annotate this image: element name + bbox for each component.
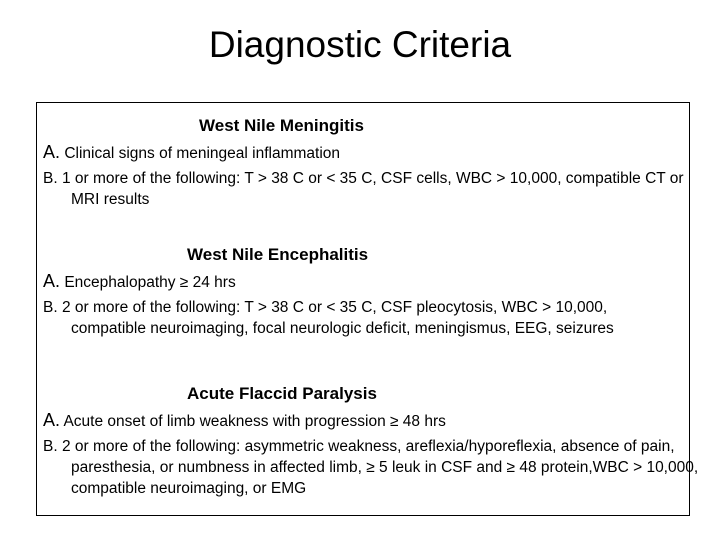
criterion-text: 2 or more of the following: asymmetric weakness, areflexia/hyporeflexia, absence of pain, paresthesia, or numbness in affected limb, ≥ 5 leuk in CSF and ≥ 48 protein,WBC > 10,000, compatible neuroimaging, or EMG (61, 438, 699, 497)
slide-title: Diagnostic Criteria (208, 24, 512, 65)
section-west-nile-meningitis (43, 115, 683, 210)
criterion-text: 2 or more of the following: T > 38 C or < 35 C, CSF pleocytosis, WBC > 10,000, compatible neuroimaging, focal neurologic deficit, meningismus, EEG, seizures (61, 299, 614, 337)
criterion-text: Acute onset of limb weakness with progression ≥ 48 hrs (63, 413, 446, 430)
section-west-nile-encephalitis (43, 244, 683, 339)
criterion-a (43, 271, 683, 293)
criterion-marker: A. (43, 271, 61, 291)
criterion-marker: B. (43, 438, 58, 455)
criterion-b (43, 168, 691, 210)
section-heading: West Nile Encephalitis (187, 245, 369, 264)
criterion-text: Encephalopathy ≥ 24 hrs (64, 274, 236, 291)
criterion-marker: A. (43, 142, 61, 162)
criterion-marker: B. (43, 170, 58, 187)
criteria-box (36, 102, 699, 516)
criterion-b (43, 297, 671, 339)
section-heading: West Nile Meningitis (199, 116, 364, 135)
criterion-a (43, 410, 683, 432)
criterion-marker: A. (43, 410, 61, 430)
criterion-text: Clinical signs of meningeal inflammation (64, 145, 341, 162)
criterion-b (43, 436, 703, 499)
criterion-text: 1 or more of the following: T > 38 C or < 35 C, CSF cells, WBC > 10,000, compatible CT or MRI results (61, 170, 684, 208)
criterion-a (43, 142, 683, 164)
section-heading: Acute Flaccid Paralysis (187, 384, 377, 403)
section-acute-flaccid-paralysis (43, 383, 699, 499)
criterion-marker: B. (43, 299, 58, 316)
